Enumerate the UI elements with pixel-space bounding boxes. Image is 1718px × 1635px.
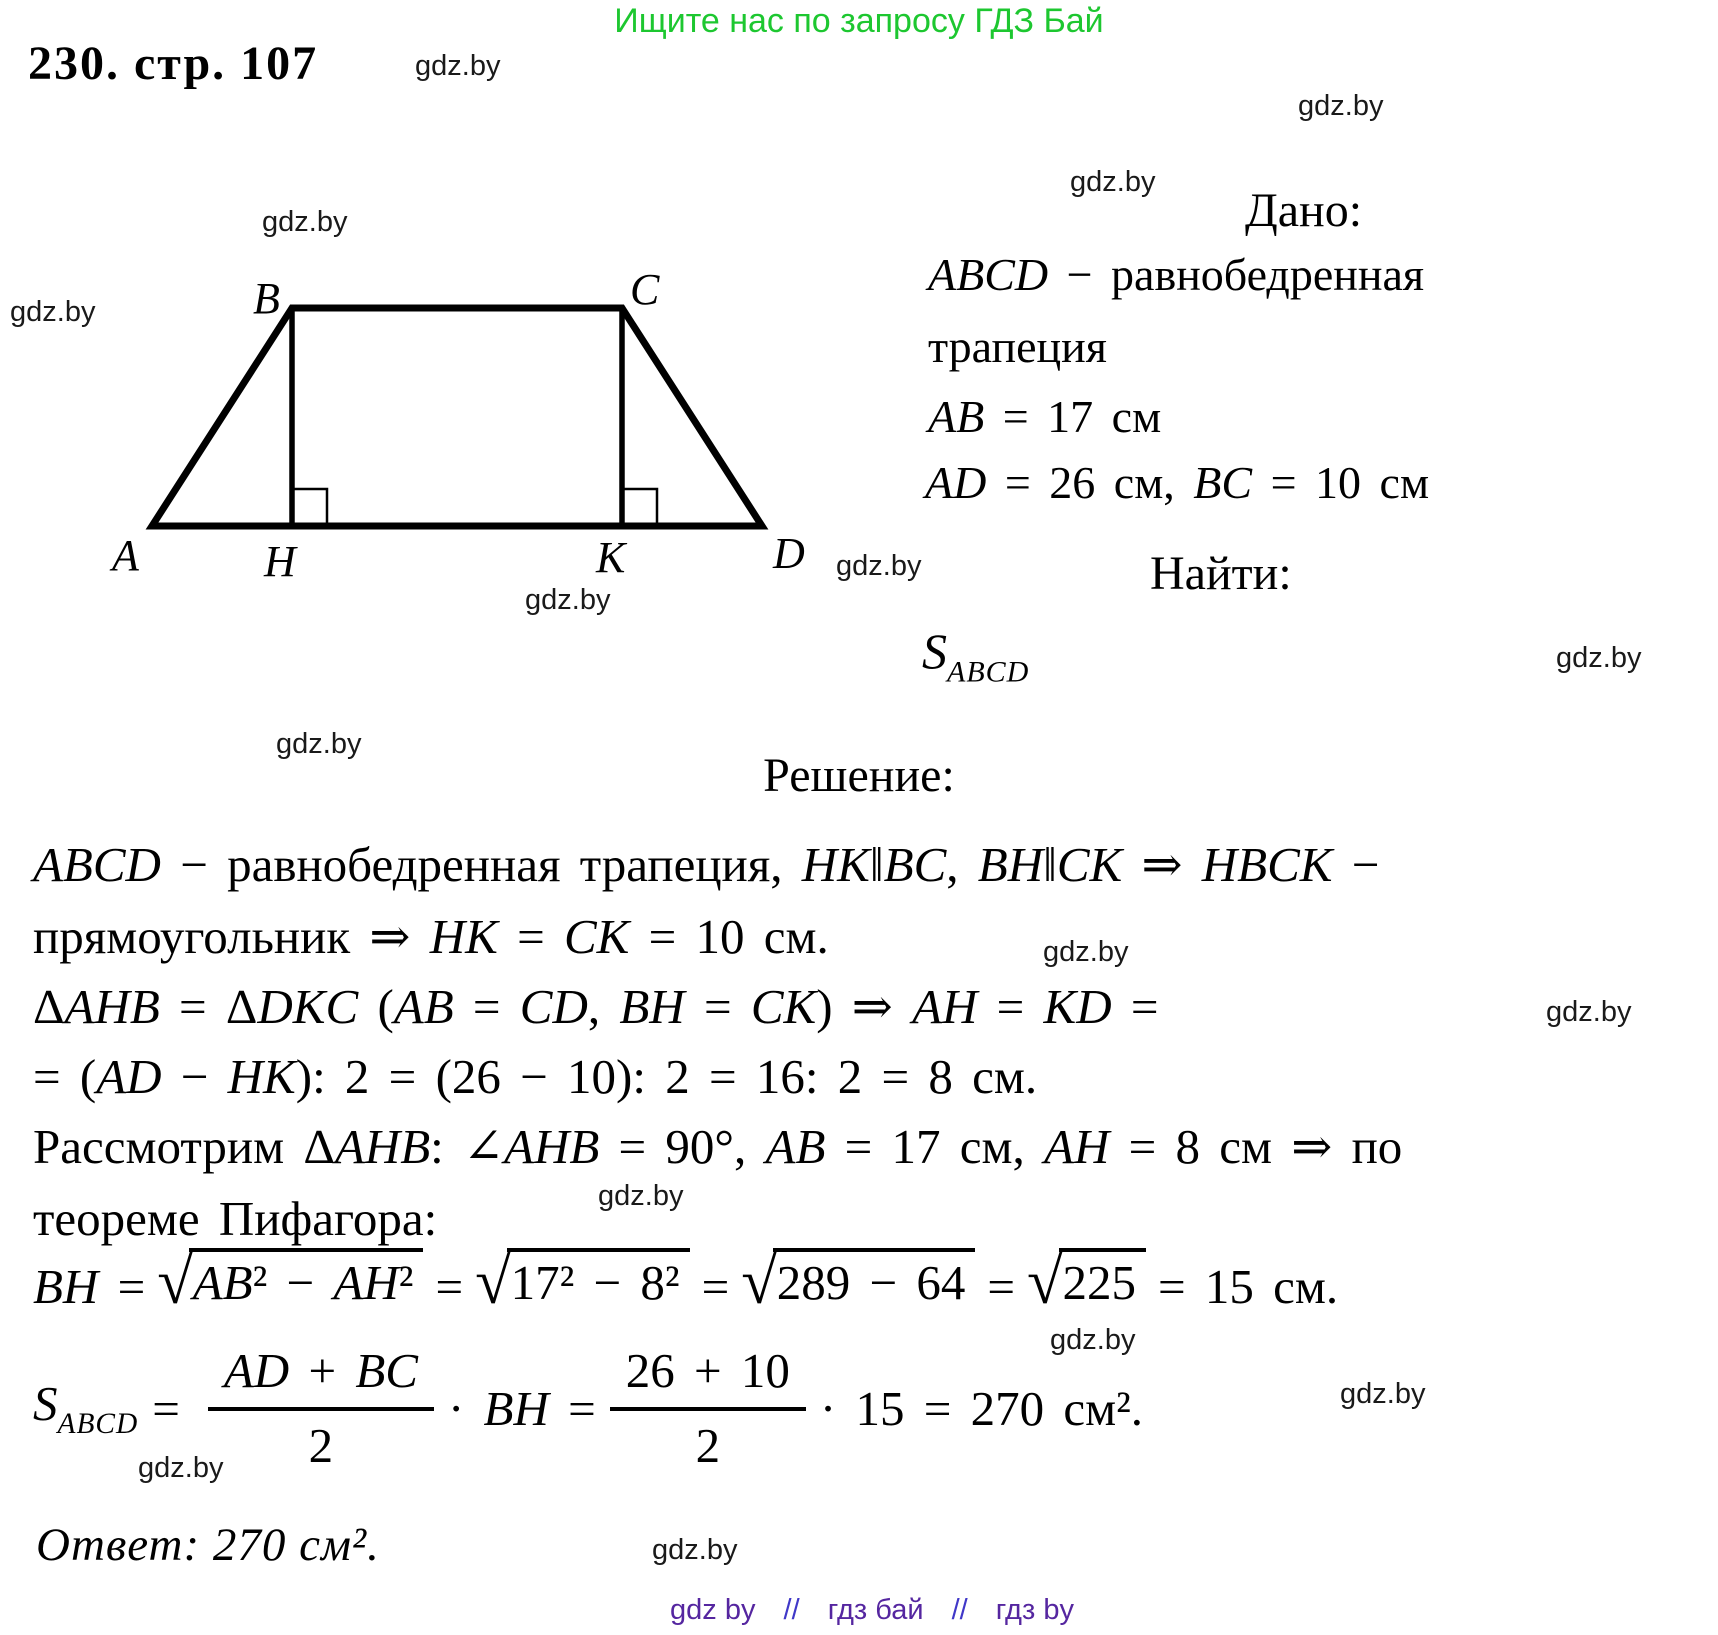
watermark: gdz.by bbox=[1556, 642, 1642, 674]
find-symbol-subscript: ABCD bbox=[947, 655, 1030, 689]
vertex-label-c: C bbox=[630, 265, 660, 314]
area-symbol bbox=[33, 1375, 138, 1441]
equals-sign: = bbox=[701, 1259, 730, 1314]
area-equation-line bbox=[33, 1342, 1143, 1474]
watermark: gdz.by bbox=[262, 206, 348, 238]
solution-line: теореме Пифагора: bbox=[33, 1191, 438, 1246]
watermark: gdz.by bbox=[1043, 936, 1129, 968]
right-angle-marker-k bbox=[622, 489, 657, 526]
fraction-denominator: 2 bbox=[695, 1418, 721, 1473]
footer-separator: // bbox=[783, 1594, 800, 1626]
fraction-denominator: 2 bbox=[308, 1418, 334, 1473]
watermark: gdz.by bbox=[836, 550, 922, 582]
radicand: 289 − 64 bbox=[773, 1248, 976, 1311]
area-mid: · BH = bbox=[447, 1380, 596, 1436]
solution-heading: Решение: bbox=[763, 749, 955, 802]
equals-sign: = bbox=[987, 1259, 1016, 1314]
radical-sign: √ bbox=[1027, 1245, 1063, 1317]
watermark: gdz.by bbox=[1340, 1378, 1426, 1410]
vertex-label-b: B bbox=[253, 274, 280, 323]
footer-link: гдз бай bbox=[827, 1594, 924, 1626]
foot-label-h: H bbox=[264, 537, 296, 586]
watermark: gdz.by bbox=[415, 50, 501, 82]
answer-line: Ответ: 270 см². bbox=[36, 1519, 380, 1571]
given-line: трапеция bbox=[928, 321, 1107, 372]
fraction-numerator: AD + BC bbox=[208, 1342, 434, 1411]
given-line: ABCD − равнобедренная bbox=[928, 249, 1425, 300]
radicand: 225 bbox=[1059, 1248, 1147, 1311]
fraction bbox=[610, 1342, 806, 1474]
find-heading: Найти: bbox=[1150, 547, 1292, 600]
footer-separator: // bbox=[951, 1594, 968, 1626]
sqrt-suffix: = 15 см. bbox=[1158, 1259, 1339, 1314]
equals-sign: = bbox=[435, 1259, 464, 1314]
given-heading: Дано: bbox=[1245, 184, 1363, 237]
right-angle-marker-h bbox=[292, 489, 327, 526]
vertex-label-d: D bbox=[773, 529, 805, 578]
radicand: AB² − AH² bbox=[189, 1248, 424, 1311]
solution-line: ABCD − равнобедренная трапеция, HK‖BC, BH‖CK ⇒ HBCK − bbox=[33, 837, 1380, 892]
vertex-label-a: A bbox=[112, 531, 139, 580]
find-symbol-base: S bbox=[922, 623, 947, 679]
trapezoid-outline bbox=[152, 308, 762, 526]
solution-line: ΔAHB = ΔDKC (AB = CD, BH = CK) ⇒ AH = KD = bbox=[33, 979, 1159, 1034]
sqrt-equation-line bbox=[33, 1245, 1339, 1317]
watermark: gdz.by bbox=[1050, 1324, 1136, 1356]
solution-line: Рассмотрим ΔAHB: ∠AHB = 90°, AB = 17 см, AH = 8 см ⇒ по bbox=[33, 1119, 1403, 1174]
watermark: gdz.by bbox=[10, 296, 96, 328]
sqrt-prefix: BH = bbox=[33, 1259, 146, 1314]
watermark: gdz.by bbox=[276, 728, 362, 760]
page-title: 230. стр. 107 bbox=[28, 37, 319, 90]
promo-banner: Ищите нас по запросу ГДЗ Бай bbox=[614, 2, 1104, 40]
equals-sign: = bbox=[152, 1380, 180, 1436]
radicand: 17² − 8² bbox=[507, 1248, 690, 1311]
fraction-numerator: 26 + 10 bbox=[610, 1342, 806, 1411]
given-line: AB = 17 см bbox=[928, 391, 1162, 442]
footer-link: gdz by bbox=[670, 1594, 756, 1626]
trapezoid-figure bbox=[90, 230, 830, 590]
watermark: gdz.by bbox=[598, 1180, 684, 1212]
radical-sign: √ bbox=[741, 1245, 777, 1317]
solution-line: = (AD − HK): 2 = (26 − 10): 2 = 16: 2 = 8 см. bbox=[33, 1049, 1038, 1104]
fraction bbox=[208, 1342, 434, 1474]
watermark: gdz.by bbox=[1070, 166, 1156, 198]
area-symbol-subscript: ABCD bbox=[57, 1408, 139, 1441]
footer-links bbox=[660, 1594, 1084, 1627]
area-tail: · 15 = 270 см². bbox=[819, 1380, 1144, 1436]
watermark: gdz.by bbox=[652, 1534, 738, 1566]
find-symbol bbox=[922, 622, 1029, 690]
given-line: AD = 26 см, BC = 10 см bbox=[925, 457, 1430, 508]
solution-line: прямоугольник ⇒ HK = CK = 10 см. bbox=[33, 909, 829, 964]
radical-sign: √ bbox=[475, 1245, 511, 1317]
foot-label-k: K bbox=[596, 533, 626, 582]
area-symbol-base: S bbox=[33, 1375, 58, 1431]
watermark: gdz.by bbox=[138, 1452, 224, 1484]
watermark: gdz.by bbox=[1546, 996, 1632, 1028]
watermark: gdz.by bbox=[1298, 90, 1384, 122]
watermark: gdz.by bbox=[525, 584, 611, 616]
radical-sign: √ bbox=[157, 1245, 193, 1317]
footer-link: гдз by bbox=[995, 1594, 1074, 1626]
